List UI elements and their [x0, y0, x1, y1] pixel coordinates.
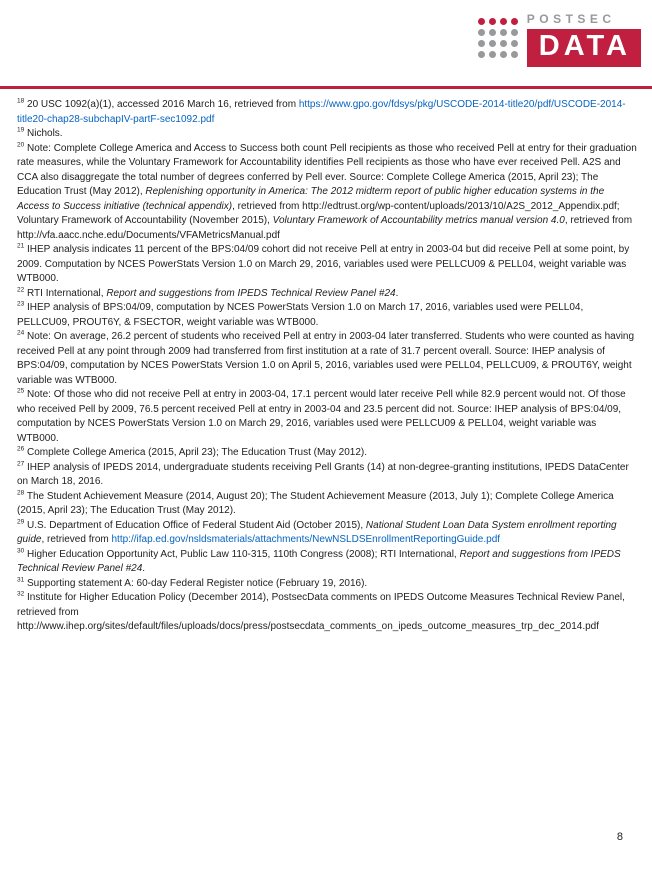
logo-dot: [489, 40, 496, 47]
footnote-number: 19: [17, 126, 25, 134]
logo-dot: [511, 40, 518, 47]
logo-dot: [478, 40, 485, 47]
footnote-number: 28: [17, 489, 25, 497]
footnote-text: Note: On average, 26.2 percent of students who received Pell at entry in 2003-04 later transferred. Students who were counted as having received Pell at any point through 2009 had transferred from first institution at a rate of 31.7 percent overall. Source: IHEP analysis of BPS:04/09, computation by NCES PowerStats Version 1.0 on April 5, 2016, variables used were PELL04, PELLCU09, & PROUT6Y, weight variable was WTB000.: [17, 331, 635, 386]
footnote-text: 20 USC 1092(a)(1), accessed 2016 March 16, retrieved from: [27, 99, 299, 110]
footnote-30: [17, 548, 637, 577]
footnote-text: Nichols.: [27, 128, 63, 139]
footnote-32: [17, 591, 637, 635]
postsecdata-logo: [478, 12, 641, 67]
footnote-number: 29: [17, 518, 25, 526]
footnote-text: , retrieved from: [41, 534, 112, 545]
footnote-text: RTI International,: [27, 287, 107, 299]
footnote-29: [17, 519, 637, 548]
footnote-text: .: [395, 287, 399, 299]
logo-dot: [500, 40, 507, 47]
footnote-text: IHEP analysis of BPS:04/09, computation by NCES PowerStats Version 1.0 on March 17, 2016, variables used were PELL04, PELLCU09, PROUT6Y, & FSECTOR, weight variable was WTB000.: [17, 302, 584, 328]
work-title: Voluntary Framework of Accountability metrics manual version 4.0: [272, 215, 565, 226]
footnote-22: [17, 287, 637, 302]
footnote-24: [17, 330, 637, 388]
footnote-text: IHEP analysis of IPEDS 2014, undergraduate students receiving Pell Grants (14) at non-degree-granting institutions, IPEDS DataCenter on March 18, 2016.: [17, 461, 629, 487]
footnote-23: [17, 301, 637, 330]
footnote-number: 20: [17, 141, 25, 149]
footnote-number: 27: [17, 460, 25, 468]
logo-dot: [511, 18, 518, 25]
footnote-text: The Student Achievement Measure (2014, August 20); The Student Achievement Measure (2013, July 1); Complete College America (2015, April 23); The Education Trust (May 2012).: [17, 490, 614, 516]
footnote-number: 18: [17, 97, 25, 105]
footnotes-list: [17, 98, 637, 635]
logo-dot: [500, 18, 507, 25]
logo-dot: [489, 51, 496, 58]
logo-dot: [489, 18, 496, 25]
footnote-19: [17, 127, 637, 142]
logo-dots-icon: [478, 18, 518, 58]
work-title: Report and suggestions from IPEDS Technical Review Panel #24: [106, 287, 396, 299]
footnote-number: 32: [17, 590, 25, 598]
logo-dot: [511, 29, 518, 36]
footnote-text: .: [142, 563, 146, 574]
logo-dot: [489, 29, 496, 36]
footnote-text: Complete College America (2015, April 23); The Education Trust (May 2012).: [27, 447, 368, 458]
brand-name-postsec: POSTSEC: [526, 12, 616, 26]
brand-name-data: DATA: [527, 29, 641, 67]
footnote-number: 31: [17, 576, 25, 584]
footnote-text: Note: Of those who did not receive Pell at entry in 2003-04, 17.1 percent would later receive Pell while 82.9 percent would not. Of those who received Pell by 2009, 76.5 percent received Pell at entry in 2003-04 and 23.5 percent did not. Source: IHEP analysis of BPS:04/09, computation by NCES PowerStats Version 1.0 on March 29, 2016, variables used were PELLCU09 & PELL04, weight variable was WTB000.: [17, 389, 626, 444]
header-divider: [0, 86, 652, 89]
footnote-31: [17, 577, 637, 592]
footnote-21: [17, 243, 637, 287]
logo-dot: [500, 51, 507, 58]
footnote-number: 25: [17, 387, 25, 395]
hyperlink[interactable]: https://www.gpo.gov/fdsys/pkg/USCODE-2014-title20/pdf/USCODE-2014-title20-chap28-subchapIV-partF-sec1092.pdf: [17, 99, 626, 125]
footnote-number: 24: [17, 329, 25, 337]
work-title: Replenishing opportunity in America: The 2012 midterm report of public higher education systems in the Access to Success initiative (technical appendix): [17, 186, 605, 212]
footnote-26: [17, 446, 637, 461]
logo-wordmark: [527, 12, 641, 67]
footnote-number: 21: [17, 242, 25, 250]
footnote-text: , retrieved from http://edtrust.org/wp-content/uploads/2013/10/A2S_2012_Appendix.pdf; Voluntary Framework of Accountability (November 2015),: [17, 200, 620, 226]
footnote-number: 30: [17, 547, 25, 555]
footnote-25: [17, 388, 637, 446]
hyperlink[interactable]: http://ifap.ed.gov/nsldsmaterials/attachments/NewNSLDSEnrollmentReportingGuide.pdf: [111, 534, 501, 545]
footnote-18: [17, 98, 637, 127]
footnote-number: 26: [17, 445, 25, 453]
work-title: Report and suggestions from IPEDS Technical Review Panel #24: [17, 548, 621, 574]
logo-dot: [478, 18, 485, 25]
footnote-text: , retrieved from http://vfa.aacc.nche.edu/Documents/VFAMetricsManual.pdf: [17, 215, 633, 241]
footnote-text: Higher Education Opportunity Act, Public Law 110-315, 110th Congress (2008); RTI International,: [27, 548, 460, 560]
footnote-text: Note: Complete College America and Access to Success both count Pell recipients as those who received Pell at entry for their graduation rate measures, while the Voluntary Framework for Accountability identifies Pell recipients as those who have ever received Pell. A2S and CCA also disaggregate the total number of degrees conferred by Pell ever. Source: Complete College America (2015, April 23); The Education Trust (May 2012),: [17, 142, 637, 197]
logo-dot: [500, 29, 507, 36]
page-number: 8: [616, 831, 623, 843]
footnote-20: [17, 142, 637, 244]
work-title: National Student Loan Data System enrollment reporting guide: [17, 519, 617, 545]
logo-dot: [511, 51, 518, 58]
logo-dot: [478, 29, 485, 36]
footnote-text: Institute for Higher Education Policy (December 2014), PostsecData comments on IPEDS Outcome Measures Technical Review Panel, retrieved from http://www.ihep.org/sites/default/files/uploads/docs/press/postsecdata_comments_on_ipeds_outcome_measures_trp_dec_2014.pdf: [17, 592, 625, 632]
footnote-number: 23: [17, 300, 25, 308]
footnote-text: U.S. Department of Education Office of Federal Student Aid (October 2015),: [27, 519, 366, 531]
logo-dot: [478, 51, 485, 58]
footnote-28: [17, 490, 637, 519]
footnote-number: 22: [17, 286, 25, 294]
footnote-text: Supporting statement A: 60-day Federal Register notice (February 19, 2016).: [27, 577, 368, 589]
footnote-text: IHEP analysis indicates 11 percent of the BPS:04/09 cohort did not receive Pell at entry in 2003-04 but did receive Pell at some point, by 2009. Computation by NCES PowerStats Version 1.0 on March 29, 2016, variables used were PELLCU09 & PELL04, weight variable was WTB000.: [17, 244, 630, 284]
footnote-27: [17, 461, 637, 490]
